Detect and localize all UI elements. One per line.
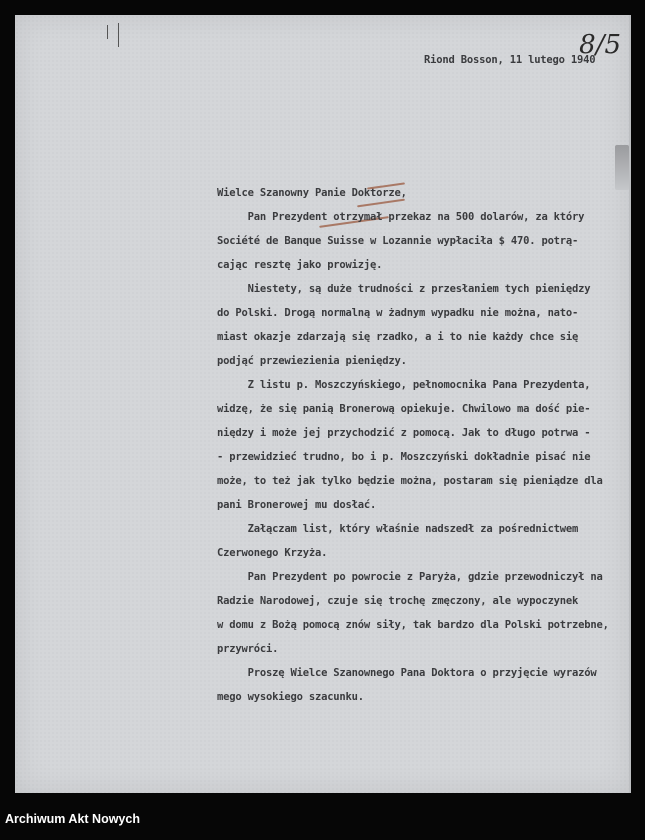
archive-footer: [0, 796, 645, 840]
pen-mark: [118, 23, 119, 47]
salutation: Wielce Szanowny Panie Doktorze,: [217, 187, 407, 199]
body-line: miast okazje zdarzają się rzadko, a i to nie każdy chce się: [217, 331, 579, 343]
body-line: Z listu p. Moszczyńskiego, pełnomocnika Pana Prezydenta,: [217, 379, 591, 391]
body-line: Proszę Wielce Szanownego Pana Doktora o przyjęcie wyrazów: [217, 667, 597, 679]
body-line: - przewidzieć trudno, bo i p. Moszczyński dokładnie pisać nie: [217, 451, 591, 463]
document-page: [15, 15, 631, 793]
ink-underline: [357, 199, 405, 208]
date-line: Riond Bosson, 11 lutego 1940: [424, 54, 596, 66]
body-line: Załączam list, który właśnie nadszedł za pośrednictwem: [217, 523, 579, 535]
handwritten-page-number: 8/5: [579, 30, 621, 60]
archive-label: Archiwum Akt Nowych: [5, 812, 140, 826]
body-line: mego wysokiego szacunku.: [217, 691, 364, 703]
body-line: widzę, że się panią Bronerową opiekuje. Chwilowo ma dość pie-: [217, 403, 591, 415]
body-line: Radzie Narodowej, czuje się trochę zmęczony, ale wypoczynek: [217, 595, 579, 607]
body-line: pani Bronerowej mu dosłać.: [217, 499, 377, 511]
body-line: Société de Banque Suisse w Lozannie wypłaciła $ 470. potrą-: [217, 235, 579, 247]
body-line: podjąć przewiezienia pieniędzy.: [217, 355, 407, 367]
body-line: może, to też jak tylko będzie można, postaram się pieniądze dla: [217, 475, 603, 487]
pen-mark: [107, 25, 108, 39]
body-line: cając resztę jako prowizję.: [217, 259, 383, 271]
body-line: do Polski. Drogą normalną w żadnym wypadku nie można, nato-: [217, 307, 579, 319]
paper-clip-mark: [615, 145, 629, 190]
body-line: Niestety, są duże trudności z przesłaniem tych pieniędzy: [217, 283, 591, 295]
body-line: w domu z Bożą pomocą znów siły, tak bardzo dla Polski potrzebne,: [217, 619, 609, 631]
body-line: Czerwonego Krzyża.: [217, 547, 328, 559]
body-line: Pan Prezydent otrzymał przekaz na 500 dolarów, za który: [217, 211, 585, 223]
body-line: przywróci.: [217, 643, 279, 655]
body-line: niędzy i może jej przychodzić z pomocą. Jak to długo potrwa -: [217, 427, 591, 439]
body-line: Pan Prezydent po powrocie z Paryża, gdzie przewodniczył na: [217, 571, 603, 583]
